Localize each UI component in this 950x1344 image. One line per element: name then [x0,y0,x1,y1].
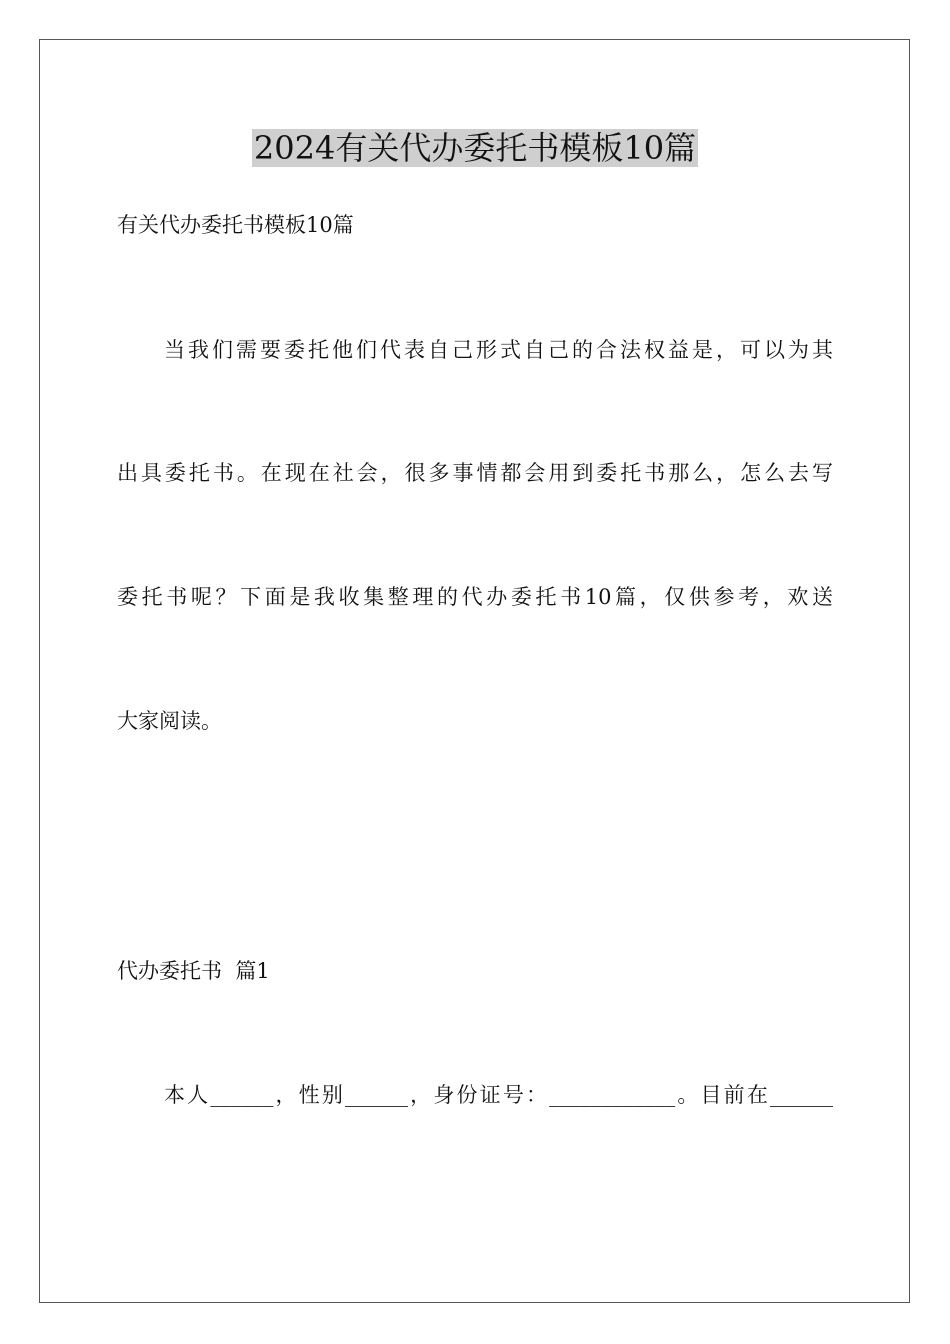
intro-line-4: 大家阅读。 [117,709,222,733]
document-title-text: 2024有关代办委托书模板10篇 [253,129,697,167]
intro-line-3: 委托书呢？下面是我收集整理的代办委托书10篇，仅供参考，欢送 [117,585,833,609]
section-heading: 代办委托书 篇1 [117,959,270,983]
document-title [0,126,950,170]
intro-line-2: 出具委托书。在现在社会，很多事情都会用到委托书那么，怎么去写 [117,461,833,485]
intro-line-1: 当我们需要委托他们代表自己形式自己的合法权益是，可以为其 [164,338,833,362]
document-subtitle: 有关代办委托书模板10篇 [117,213,354,237]
form-line: 本人______，性别______，身份证号：____________。目前在______ [164,1083,833,1107]
